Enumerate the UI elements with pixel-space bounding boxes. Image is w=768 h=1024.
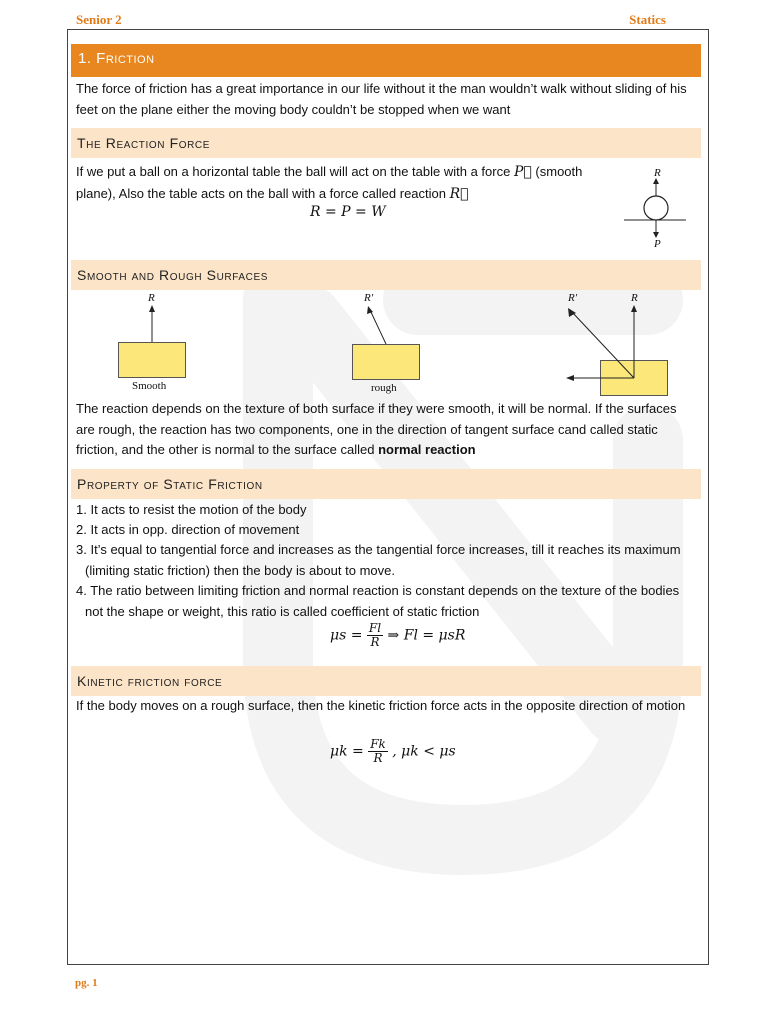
section-heading-reaction: The Reaction Force <box>71 128 701 158</box>
reaction-text-2: plane), Also the table acts on the ball with a force called reaction <box>76 186 446 201</box>
static-eq-numerator: Fl <box>368 621 382 635</box>
static-item-2: 2. It acts in opp. direction of movement <box>76 522 300 537</box>
smooth-label-r: R <box>148 292 155 304</box>
smooth-arrow <box>142 302 162 344</box>
surfaces-text: The reaction depends on the texture of both surface if they were smooth, it will be normal. If the surfaces are rough, the reaction has two components, one in the direction of tangent surface cand called static friction, and the other is normal to the surface called <box>76 401 677 457</box>
static-eq-fraction <box>367 622 383 649</box>
kinetic-equation <box>330 738 456 765</box>
kinetic-eq-numerator: Fk <box>370 737 386 751</box>
kinetic-eq-fraction <box>368 738 388 765</box>
components-label-r-prime: R′ <box>568 292 578 304</box>
static-item-4: 4. The ratio between limiting friction and normal reaction is constant depends on the texture of the bodies <box>76 583 680 598</box>
reaction-text-1a: If we put a ball on a horizontal table the ball will act on the table with a force <box>76 164 511 179</box>
page-number: pg. 1 <box>75 977 98 989</box>
page-title: 1. Friction <box>71 44 701 77</box>
reaction-line-2 <box>76 184 596 205</box>
reaction-equation: R = P = W <box>310 204 386 220</box>
header-right: Statics <box>629 12 666 27</box>
reaction-text-1b: (smooth <box>535 164 583 179</box>
static-item-3: 3. It’s equal to tangential force and increases as the tangential force increases, till it reaches its maximum <box>76 542 681 557</box>
smooth-block <box>118 342 186 378</box>
rough-arrow <box>364 302 394 346</box>
section-heading-surfaces: Smooth and Rough Surfaces <box>71 260 701 290</box>
kinetic-eq-denominator: R <box>373 751 383 765</box>
rough-label-r-prime: R′ <box>364 292 374 304</box>
section-heading-static: Property of Static Friction <box>71 469 701 499</box>
static-eq-rhs: ⇒ Fl = μsR <box>387 627 466 644</box>
static-eq-denominator: R <box>370 635 380 649</box>
vector-r: R⃗ <box>449 186 469 202</box>
intro-paragraph: The force of friction has a great importance in our life without it the man wouldn’t walk without sliding of his feet on the plane either the moving body couldn’t be stopped when we want <box>76 81 687 117</box>
ball-label-p: P <box>654 238 661 250</box>
kinetic-paragraph: If the body moves on a rough surface, then the kinetic friction force acts in the opposite direction of motion <box>76 698 686 713</box>
caption-rough: rough <box>371 382 397 394</box>
reaction-line-1 <box>76 162 596 183</box>
page-frame <box>67 29 709 965</box>
components-arrows <box>562 302 672 384</box>
static-item-4-cont: not the shape or weight, this ratio is called coefficient of static friction <box>85 604 480 619</box>
static-item-3-cont: (limiting static friction) then the body is about to move. <box>85 563 395 578</box>
caption-smooth: Smooth <box>132 380 167 392</box>
section-heading-kinetic: Kinetic friction force <box>71 666 701 696</box>
header-left: Senior 2 <box>76 12 122 27</box>
static-equation <box>330 622 465 649</box>
normal-reaction-term: normal reaction <box>378 442 476 457</box>
ball-label-r: R <box>654 167 661 179</box>
rough-block <box>352 344 420 380</box>
surfaces-paragraph <box>76 399 694 461</box>
components-label-r: R <box>631 292 638 304</box>
kinetic-eq-rhs: , μk < μs <box>392 743 456 760</box>
static-eq-lhs: μs = <box>330 627 363 644</box>
kinetic-eq-lhs: μk = <box>330 743 364 760</box>
static-item-1: 1. It acts to resist the motion of the body <box>76 502 307 517</box>
vector-p: P⃗ <box>513 164 532 180</box>
